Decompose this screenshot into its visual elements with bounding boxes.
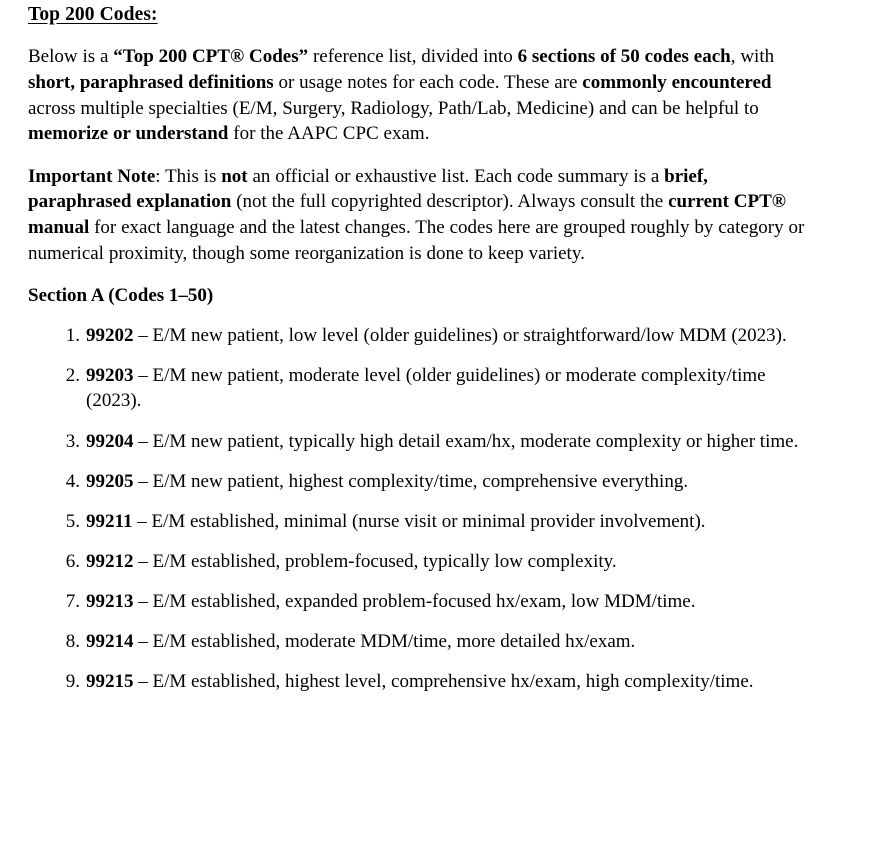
cpt-code-description: E/M established, problem-focused, typically low complexity.: [152, 550, 617, 572]
list-item-number: 7.: [65, 590, 80, 612]
cpt-code-description: E/M new patient, low level (older guidelines) or straightforward/low MDM (2023).: [152, 324, 787, 346]
cpt-code-list: [28, 323, 805, 695]
cpt-code: 99204: [86, 430, 134, 452]
emphasis-run: Important Note: [28, 165, 156, 187]
emphasis-run: brief, paraphrased explanation: [28, 165, 708, 213]
text-run: for exact language and the latest changes. The codes here are grouped roughly by category or numerical proximity, though some reorganization is done to keep variety.: [28, 216, 805, 264]
text-run: : This is: [155, 165, 222, 187]
cpt-code-description: E/M established, minimal (nurse visit or minimal provider involvement).: [151, 510, 706, 532]
cpt-code: 99205: [86, 470, 134, 492]
list-item: [28, 629, 805, 655]
important-note-paragraph: [28, 164, 805, 266]
list-item-number: 4.: [65, 470, 80, 492]
text-run: for the AAPC CPC exam.: [228, 123, 430, 145]
list-item-number: 8.: [65, 630, 80, 652]
cpt-code-description: E/M new patient, moderate level (older guidelines) or moderate complexity/time (2023).: [86, 364, 766, 412]
text-run: an official or exhaustive list. Each code summary is a: [247, 165, 665, 187]
text-run: or usage notes for each code. These are: [273, 71, 583, 93]
code-separator: –: [133, 364, 153, 386]
text-run: , with: [730, 46, 775, 68]
code-separator: –: [133, 430, 153, 452]
section-a-heading: Section A (Codes 1–50): [28, 285, 214, 307]
text-run: across multiple specialties (E/M, Surgery, Radiology, Path/Lab, Medicine) and can be helpful to: [28, 97, 759, 119]
text-run: Below is a: [28, 46, 114, 68]
cpt-code: 99202: [86, 324, 134, 346]
cpt-code: 99214: [86, 630, 134, 652]
emphasis-run: 6 sections of 50 codes each: [517, 46, 731, 68]
emphasis-run: commonly encountered: [582, 71, 772, 93]
list-item-number: 2.: [65, 364, 80, 386]
code-separator: –: [133, 590, 153, 612]
list-item: [28, 549, 805, 575]
list-item-number: 5.: [65, 510, 80, 532]
emphasis-run: not: [221, 165, 248, 187]
cpt-code: 99213: [86, 590, 134, 612]
list-item: [28, 469, 805, 495]
intro-paragraph: [28, 44, 805, 146]
code-separator: –: [133, 550, 153, 572]
list-item-number: 6.: [65, 550, 80, 572]
cpt-code-description: E/M established, highest level, comprehensive hx/exam, high complexity/time.: [152, 671, 754, 693]
cpt-code-description: E/M established, expanded problem-focused hx/exam, low MDM/time.: [152, 590, 696, 612]
code-separator: –: [132, 510, 152, 532]
cpt-code: 99211: [86, 510, 133, 532]
list-item-number: 9.: [65, 671, 80, 693]
code-separator: –: [133, 470, 153, 492]
list-item: [28, 589, 805, 615]
cpt-code-description: E/M established, moderate MDM/time, more detailed hx/exam.: [152, 630, 636, 652]
code-separator: –: [133, 671, 153, 693]
list-item-number: 1.: [65, 324, 80, 346]
page-title: Top 200 Codes:: [28, 4, 158, 25]
code-separator: –: [133, 630, 153, 652]
cpt-code: 99212: [86, 550, 134, 572]
cpt-code-description: E/M new patient, highest complexity/time, comprehensive everything.: [152, 470, 689, 492]
list-item-number: 3.: [65, 430, 80, 452]
cpt-code: 99203: [86, 364, 134, 386]
list-item: [28, 323, 805, 349]
list-item: [28, 509, 805, 535]
code-separator: –: [133, 324, 153, 346]
text-run: (not the full copyrighted descriptor). Always consult the: [231, 191, 669, 213]
emphasis-run: “Top 200 CPT® Codes”: [113, 46, 309, 68]
emphasis-run: memorize or understand: [28, 123, 229, 145]
cpt-code-description: E/M new patient, typically high detail exam/hx, moderate complexity or higher time.: [152, 430, 799, 452]
text-run: reference list, divided into: [308, 46, 518, 68]
cpt-code: 99215: [86, 671, 134, 693]
list-item: [28, 669, 805, 695]
list-item: [28, 363, 805, 414]
list-item: [28, 429, 805, 455]
emphasis-run: current CPT® manual: [28, 191, 786, 238]
emphasis-run: short, paraphrased definitions: [28, 71, 274, 93]
